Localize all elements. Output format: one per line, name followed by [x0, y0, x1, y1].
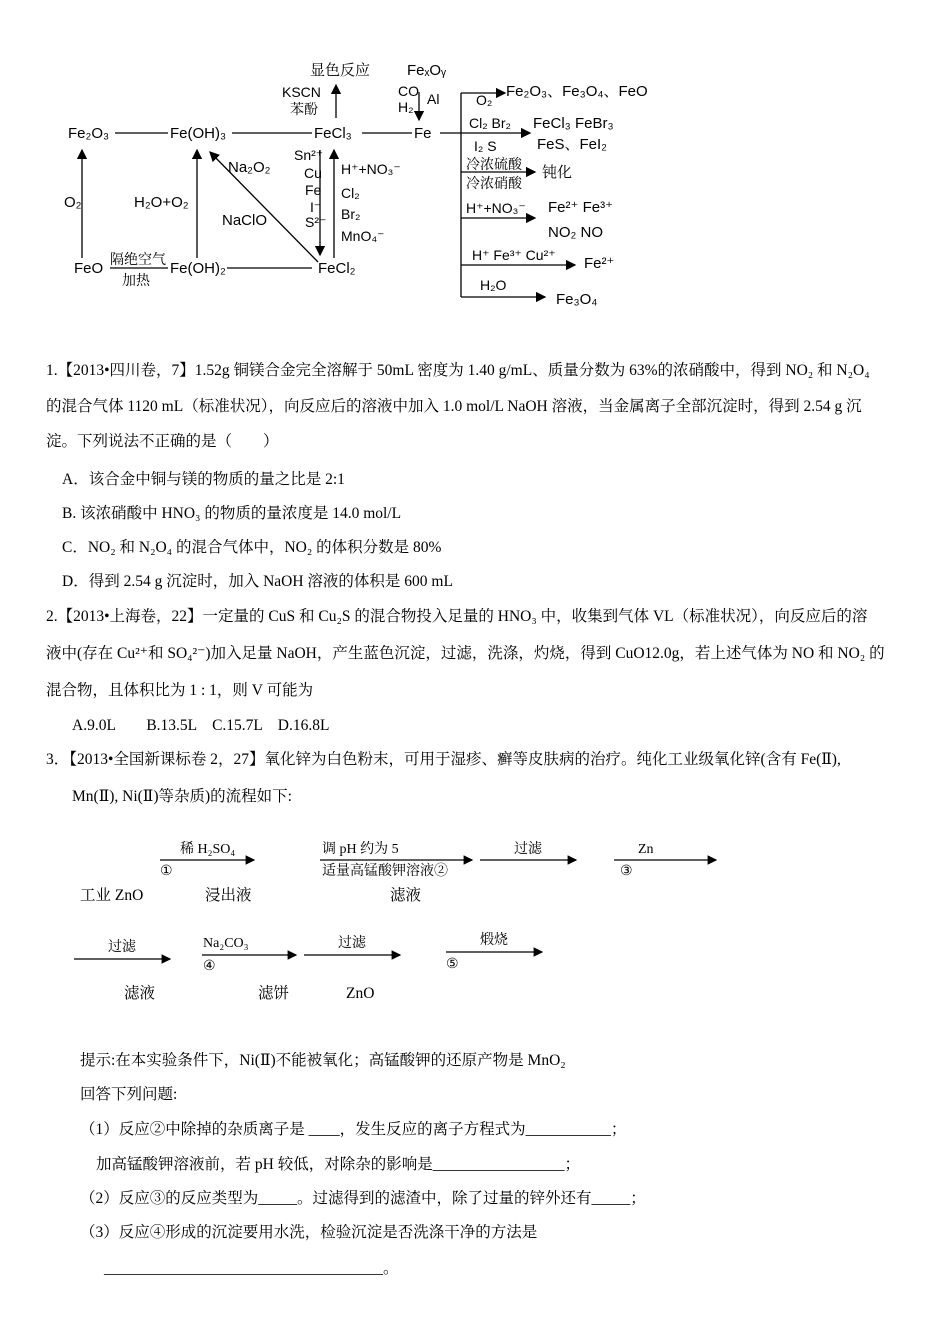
label-reductant: Fe — [305, 182, 322, 198]
flow-step8-label: 煅烧 — [480, 933, 508, 948]
label-na2o2: Na₂O₂ — [228, 159, 271, 176]
branch-reagent: I₂ S — [474, 138, 497, 154]
q3-sub-question: 加高锰酸钾溶液前，若 pH 较低，对除杂的影响是_________________； — [96, 1156, 580, 1173]
flow-step8-number: ⑤ — [446, 957, 459, 972]
flow-step2-reagent: 适量高锰酸钾溶液② — [322, 864, 448, 879]
node-feoh3: Fe(OH)₃ — [170, 125, 227, 142]
flow-step3-label: 过滤 — [514, 842, 542, 857]
branch-reagent: 冷浓硝酸 — [466, 175, 522, 191]
q2-line: 液中(存在 Cu²⁺和 SO₄²⁻)加入足量 NaOH，产生蓝色沉淀，过滤，洗涤，灼烧，得到 CuO12.0g，若上述气体为 NO 和 NO₂ 的 — [46, 645, 885, 662]
label-oxidant: Cl₂ — [341, 185, 360, 201]
node-feo: FeO — [74, 260, 104, 277]
q2-options: A.9.0L B.13.5L C.15.7L D.16.8L — [72, 717, 330, 734]
label-al: Al — [427, 91, 440, 107]
branch-reagent: H₂O — [480, 277, 507, 293]
flow-step6-reagent: Na₂CO₃ — [203, 936, 249, 951]
q1-option: C．NO₂ 和 N₂O₄ 的混合气体中，NO₂ 的体积分数是 80% — [62, 539, 442, 556]
flow-step2-condition: 调 pH 约为 5 — [322, 842, 399, 857]
q3-sub-question: （2）反应③的反应类型为_____。过滤得到的滤渣中，除了过量的锌外还有_____； — [80, 1190, 646, 1207]
label-reductant: Sn²⁺ — [294, 147, 324, 163]
label-phenol: 苯酚 — [290, 101, 318, 117]
q1-line: 淀。下列说法不正确的是（ ） — [46, 433, 279, 450]
node-fe: Fe — [414, 125, 432, 142]
label-fexoy: FeₓOᵧ — [407, 62, 446, 79]
flow-substance: 滤液 — [124, 985, 156, 1002]
label-color-reaction: 显色反应 — [310, 62, 371, 79]
branch-reagent: O₂ — [476, 92, 493, 108]
flow-substance: 浸出液 — [205, 887, 252, 904]
label-co: CO — [398, 83, 419, 99]
flow-step4-number: ③ — [620, 864, 633, 879]
branch-reagent: H⁺+NO₃⁻ — [466, 200, 526, 216]
node-fe2o3: Fe₂O₃ — [68, 125, 110, 142]
flow-substance: 滤饼 — [258, 985, 290, 1002]
branch-product: 钝化 — [542, 164, 573, 181]
branch-reagent: Cl₂ Br₂ — [469, 115, 511, 131]
label-h2o-o2: H₂O+O₂ — [134, 194, 189, 211]
branch-product: FeS、FeI₂ — [537, 136, 608, 153]
q3-hint: 提示:在本实验条件下，Ni(Ⅱ)不能被氧化；高锰酸钾的还原产物是 MnO₂ — [80, 1052, 566, 1069]
q1-option: D．得到 2.54 g 沉淀时，加入 NaOH 溶液的体积是 600 mL — [62, 573, 453, 590]
branch-reagent: H⁺ Fe³⁺ Cu²⁺ — [472, 247, 556, 263]
q1-line: 1.【2013•四川卷，7】1.52g 铜镁合金完全溶解于 50mL 密度为 1.40 g/mL、质量分数为 63%的浓硝酸中，得到 NO₂ 和 N₂O₄ — [46, 362, 870, 379]
q3-line: Mn(Ⅱ), Ni(Ⅱ)等杂质)的流程如下: — [72, 788, 292, 805]
flow-step7-label: 过滤 — [338, 936, 366, 951]
flow-substance: 滤液 — [390, 887, 422, 904]
label-oxidant: MnO₄⁻ — [341, 228, 385, 244]
label-reductant: I⁻ — [310, 199, 322, 215]
q1-option: A．该合金中铜与镁的物质的量之比是 2:1 — [62, 471, 345, 488]
q3-sub-question: （1）反应②中除掉的杂质离子是 ____，发生反应的离子方程式为___________； — [80, 1121, 627, 1138]
q3-sub-question: （3）反应④形成的沉淀要用水洗，检验沉淀是否洗涤干净的方法是 — [80, 1224, 538, 1241]
q2-line: 混合物，且体积比为 1 : 1，则 V 可能为 — [46, 682, 314, 699]
branch-product: Fe₃O₄ — [556, 291, 598, 308]
label-h2: H₂ — [398, 99, 414, 115]
label-kscn: KSCN — [282, 84, 321, 100]
flow-step5-label: 过滤 — [108, 940, 136, 955]
q3-answer-blank: ____________________________________。 — [104, 1260, 399, 1277]
q1-line: 的混合气体 1120 mL（标准状况），向反应后的溶液中加入 1.0 mol/L NaOH 溶液，当金属离子全部沉淀时，得到 2.54 g 沉 — [46, 398, 862, 415]
branch-product: FeCl₃ FeBr₃ — [533, 115, 614, 132]
label-reductant: S²⁻ — [305, 214, 327, 230]
q2-line: 2.【2013•上海卷，22】一定量的 CuS 和 Cu₂S 的混合物投入足量的 HNO₃ 中，收集到气体 VL（标准状况），向反应后的溶 — [46, 608, 868, 625]
branch-product: NO₂ NO — [548, 224, 603, 241]
flow-step4-reagent: Zn — [638, 842, 654, 857]
flow-step1-reagent: 稀 H₂SO₄ — [180, 842, 236, 857]
label-naclo: NaClO — [222, 212, 268, 229]
flow-substance: ZnO — [346, 985, 375, 1002]
q3-line: 3．【2013•全国新课标卷 2，27】氧化锌为白色粉末，可用于湿疹、癣等皮肤病的治疗。纯化工业级氧化锌(含有 Fe(Ⅱ), — [46, 751, 841, 768]
flow-step1-number: ① — [160, 864, 173, 879]
node-fecl2: FeCl₂ — [318, 260, 356, 277]
flow-step6-number: ④ — [203, 959, 216, 974]
node-feoh2: Fe(OH)₂ — [170, 260, 226, 277]
label-oxidant: H⁺+NO₃⁻ — [341, 161, 401, 177]
label-isolate-air: 隔绝空气 — [110, 251, 166, 267]
branch-product: Fe₂O₃、Fe₃O₄、FeO — [506, 83, 648, 100]
label-reductant: Cu — [304, 165, 322, 181]
branch-reagent: 冷浓硫酸 — [466, 156, 522, 172]
node-fecl3: FeCl₃ — [314, 125, 352, 142]
label-oxidant: Br₂ — [341, 206, 361, 222]
branch-product: Fe²⁺ — [584, 255, 615, 272]
flow-substance: 工业 ZnO — [80, 887, 144, 904]
branch-product: Fe²⁺ Fe³⁺ — [548, 199, 614, 216]
label-o2-left: O₂ — [64, 194, 82, 211]
q3-answer-prompt: 回答下列问题: — [80, 1086, 178, 1103]
label-heating: 加热 — [122, 272, 150, 288]
q1-option: B. 该浓硝酸中 HNO₃ 的物质的量浓度是 14.0 mol/L — [62, 505, 402, 522]
